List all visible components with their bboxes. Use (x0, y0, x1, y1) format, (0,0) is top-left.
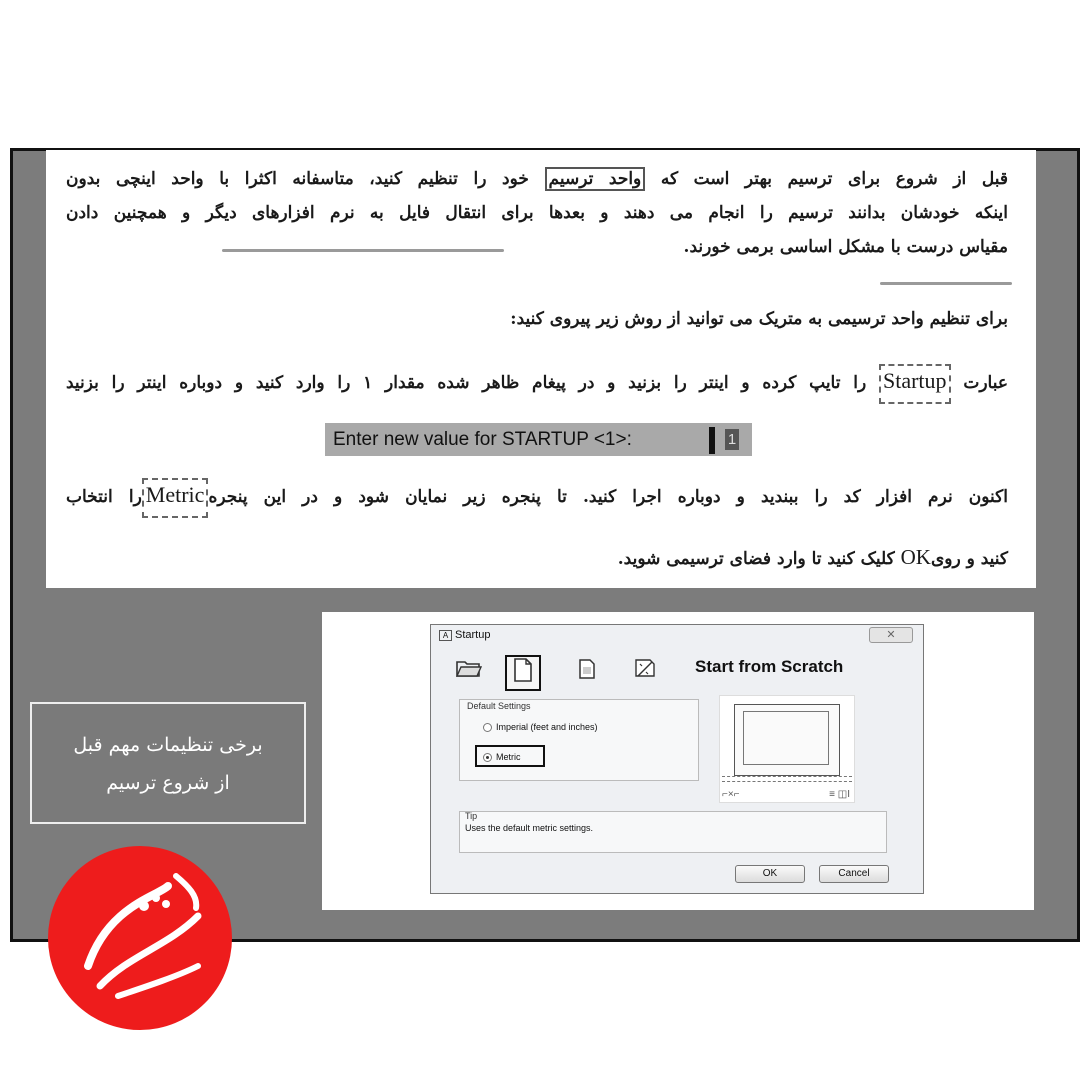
dialog-title-bar (439, 629, 490, 641)
app-icon: A (439, 630, 452, 641)
template-page-icon[interactable] (569, 655, 605, 691)
highlight-startup: Startup (879, 364, 951, 404)
wizard-icon[interactable] (627, 655, 663, 691)
template-preview (719, 695, 855, 803)
caption-line2: از شروع ترسیم (106, 772, 230, 794)
paragraph-intro-line1: قبل از شروع برای ترسیم بهتر است که واحد ترسیم خود را تنظیم کنید، متاسفانه اکثرا با واحد اینچی بدون (66, 169, 1008, 189)
command-input-value[interactable]: 1 (725, 429, 739, 450)
command-cursor (709, 427, 715, 454)
tip-text: Uses the default metric settings. (465, 823, 594, 833)
preview-footer-icons: ⌐×⌐ ≡ ◫Ι (722, 789, 850, 800)
paragraph-ok: کنید و رویOK کلیک کنید تا وارد فضای ترسیمی شوید. (617, 545, 1008, 569)
caption-line1: برخی تنظیمات مهم قبل (73, 734, 263, 756)
highlight-ok: OK (900, 545, 931, 569)
paragraph-startup: عبارت Startup را تایپ کرده و اینتر را بزنید و در پیغام ظاهر شده مقدار ۱ را وارد کنید و دوباره اینتر را بزنید (66, 364, 1008, 404)
paragraph-intro-line3: مقیاس درست با مشکل اساسی برمی خورند. (683, 237, 1008, 257)
close-button[interactable]: ✕ (869, 627, 913, 643)
metric-label: Metric (496, 752, 521, 762)
paragraph-intro-line2: اینکه خودشان بدانند ترسیم را انجام می دهند و بعدها برای انتقال فایل به نرم افزارهای دیگر و همچنین دادن (66, 203, 1008, 223)
metric-radio[interactable] (483, 753, 492, 762)
ok-button[interactable]: OK (735, 865, 805, 883)
highlight-metric: Metric (142, 478, 209, 518)
default-settings-label: Default Settings (467, 701, 531, 711)
preview-ruler (722, 776, 852, 782)
tip-label: Tip (465, 811, 478, 821)
command-prompt-text: Enter new value for STARTUP <1>: (333, 429, 632, 450)
logo-calligraphy-icon (48, 846, 232, 1030)
underline-file-transfer (222, 249, 504, 252)
paragraph-intro (66, 162, 1008, 264)
underline-scale (880, 282, 1012, 285)
dialog-title: Startup (455, 629, 491, 641)
highlight-drawing-unit: واحد ترسیم (545, 167, 646, 191)
imperial-radio[interactable] (483, 723, 492, 732)
metric-option[interactable] (483, 752, 521, 762)
caption-box (30, 702, 306, 824)
blank-page-icon[interactable] (505, 655, 541, 691)
brand-logo (48, 846, 232, 1030)
default-settings-group (459, 699, 699, 781)
article-panel (46, 150, 1036, 588)
paragraph-method: برای تنظیم واحد ترسیمی به متریک می توانید از روش زیر پیروی کنید: (510, 309, 1008, 329)
imperial-label: Imperial (feet and inches) (496, 722, 598, 732)
imperial-option[interactable] (483, 722, 598, 732)
command-line (325, 423, 752, 456)
open-folder-icon[interactable] (451, 655, 487, 691)
paragraph-metric: اکنون نرم افزار کد را ببندید و دوباره اجرا کنید. تا پنجره زیر نمایان شود و در این پنجرهMetricرا انتخاب (66, 478, 1008, 518)
startup-dialog (430, 624, 924, 894)
preview-sheet (734, 704, 840, 776)
dialog-heading: Start from Scratch (695, 657, 844, 676)
cancel-button[interactable]: Cancel (819, 865, 889, 883)
preview-inner-frame (743, 711, 829, 765)
